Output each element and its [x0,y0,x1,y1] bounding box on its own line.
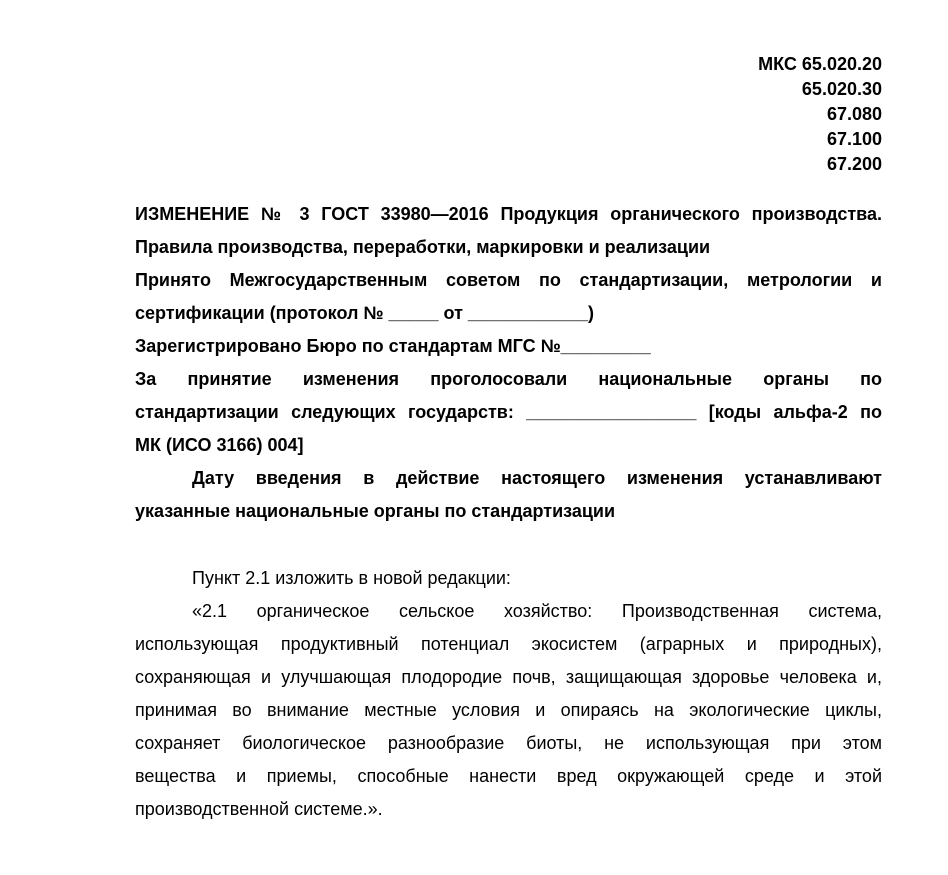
definition-text: вещества и приемы, способные нанести вред окружающей среде и этой [135,766,882,786]
accepted-statement: сертификации (протокол № _____ от ____________) [135,303,595,323]
definition-text: «2.1 органическое сельское хозяйство: Производственная система, [192,601,882,621]
amendment-title: Правила производства, переработки, маркировки и реализации [135,237,711,257]
clause-intro: Пункт 2.1 изложить в новой редакции: [192,568,511,588]
mks-code: 67.100 [826,129,882,149]
mks-code: 65.020.30 [801,79,882,99]
amendment-title: ИЗМЕНЕНИЕ № 3 ГОСТ 33980—2016 Продукция органического производства. [135,204,882,224]
registered-statement: Зарегистрировано Бюро по стандартам МГС №_________ [135,336,651,356]
mks-code: МКС 65.020.20 [758,54,882,74]
effective-date-statement: указанные национальные органы по стандартизации [135,501,616,521]
voted-statement: За принятие изменения проголосовали национальные органы по [135,369,882,389]
mks-code: 67.200 [826,154,882,174]
voted-statement: стандартизации следующих государств: _________________ [коды альфа-2 по [135,402,882,422]
amendment-header [135,198,882,528]
effective-date-statement: Дату введения в действие настоящего изменения устанавливают [192,468,882,488]
accepted-statement: Принято Межгосударственным советом по стандартизации, метрологии и [135,270,882,290]
definition-text: использующая продуктивный потенциал экосистем (аграрных и природных), [135,634,882,654]
definition-text: принимая во внимание местные условия и опираясь на экологические циклы, [135,700,882,720]
definition-text: производственной системе.». [135,799,383,819]
mks-codes [758,52,882,177]
amendment-body [135,562,882,826]
definition-text: сохраняет биологическое разнообразие биоты, не использующая при этом [135,733,882,753]
voted-statement: МК (ИСО 3166) 004] [135,435,304,455]
mks-code: 67.080 [826,104,882,124]
definition-text: сохраняющая и улучшающая плодородие почв, защищающая здоровье человека и, [135,667,882,687]
